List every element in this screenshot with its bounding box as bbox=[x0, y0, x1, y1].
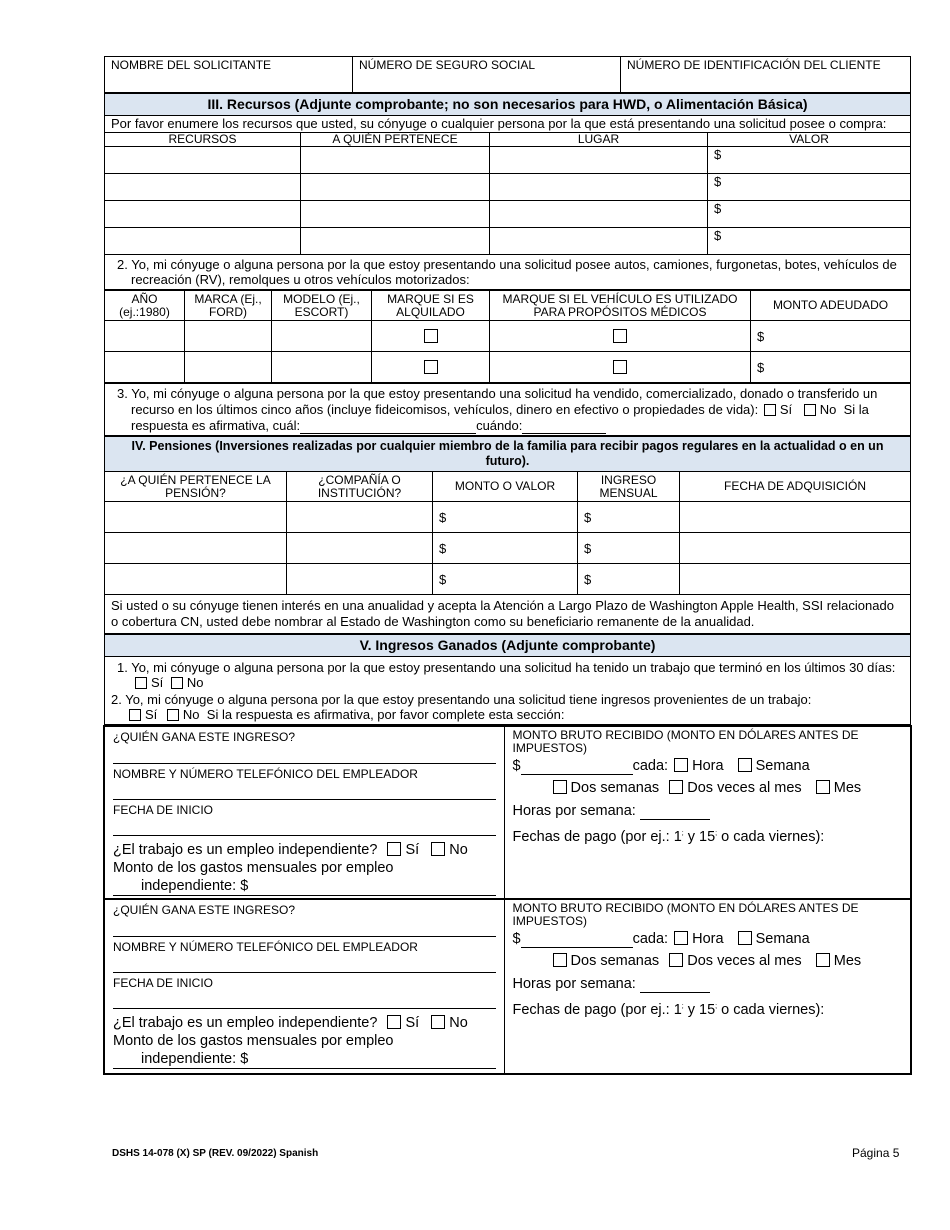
rented-checkbox[interactable] bbox=[424, 329, 438, 343]
medical-cell bbox=[490, 321, 751, 352]
owner-cell[interactable] bbox=[301, 228, 490, 255]
transfer-question-table bbox=[104, 383, 911, 436]
pay-dates-label[interactable]: Fechas de pago (por ej.: 1; y 15; o cada viernes): bbox=[512, 828, 825, 845]
income-earner-label: ¿QUIÉN GANA ESTE INGRESO? bbox=[113, 730, 296, 744]
employer-field[interactable] bbox=[113, 937, 496, 973]
col-model: MODELO (Ej., ESCORT) bbox=[272, 291, 372, 321]
gross-amount-input[interactable] bbox=[521, 759, 633, 775]
income-earner-label: ¿QUIÉN GANA ESTE INGRESO? bbox=[113, 903, 296, 917]
form-page bbox=[104, 56, 911, 1075]
pension-owner-cell[interactable] bbox=[105, 502, 287, 533]
month-label: Mes bbox=[833, 953, 862, 969]
hour-label: Hora bbox=[692, 758, 724, 774]
section-5-questions bbox=[105, 657, 911, 725]
income-block-1 bbox=[103, 725, 912, 900]
table-row bbox=[105, 352, 911, 383]
amount-cell[interactable] bbox=[433, 564, 578, 595]
table-row bbox=[105, 201, 911, 228]
job-income-text: 2. Yo, mi cónyuge o alguna persona por la que estoy presentando una solicitud tiene ingresos provenientes de un trabajo: bbox=[111, 692, 812, 707]
col-amount: MONTO O VALOR bbox=[433, 472, 578, 502]
which-input[interactable] bbox=[300, 420, 476, 434]
col-medical: MARQUE SI EL VEHÍCULO ES UTILIZADO PARA PROPÓSITOS MÉDICOS bbox=[490, 291, 751, 321]
start-date-label: FECHA DE INICIO bbox=[113, 976, 214, 990]
owed-cell[interactable] bbox=[751, 321, 911, 352]
value-cell[interactable] bbox=[708, 201, 911, 228]
applicant-name-label: NOMBRE DEL SOLICITANTE bbox=[111, 58, 272, 72]
job-ended-text: 1. Yo, mi cónyuge o alguna persona por la que estoy presentando una solicitud ha tenido un trabajo que terminó en los últimos 30 días: bbox=[117, 660, 896, 675]
vehicles-question: 2. Yo, mi cónyuge o alguna persona por la que estoy presentando una solicitud posee autos, camiones, furgonetas, botes, vehículos de recreación (RV), remolques u otros vehículos motorizados: bbox=[105, 255, 911, 290]
rented-checkbox[interactable] bbox=[424, 360, 438, 374]
acquired-date-cell[interactable] bbox=[680, 533, 911, 564]
when-label: cuándo: bbox=[476, 418, 523, 433]
dollar-sign: $ bbox=[584, 509, 592, 525]
value-cell[interactable] bbox=[708, 174, 911, 201]
col-make: MARCA (Ej., FORD) bbox=[185, 291, 272, 321]
dollar-sign: $ bbox=[512, 758, 521, 774]
client-id-label: NÚMERO DE IDENTIFICACIÓN DEL CLIENTE bbox=[627, 58, 881, 72]
resource-cell[interactable] bbox=[105, 174, 301, 201]
vehicles-table bbox=[104, 290, 911, 383]
section-3-intro: Por favor enumere los recursos que usted, su cónyuge o cualquier persona por la que está presentando una solicitud posee o compra: bbox=[105, 116, 911, 133]
dollar-sign: $ bbox=[714, 228, 722, 243]
pay-dates-label[interactable]: Fechas de pago (por ej.: 1; y 15; o cada viernes): bbox=[512, 1001, 825, 1018]
two-weeks-label: Dos semanas bbox=[570, 780, 660, 796]
institution-cell[interactable] bbox=[287, 502, 433, 533]
annuity-note: Si usted o su cónyuge tienen interés en una anualidad y acepta la Atención a Largo Plazo de Washington Apple Health, SSI relacionado o cobertura CN, usted debe nombrar al Estado de Washington como su beneficiario remanente de la anualidad. bbox=[105, 595, 911, 634]
institution-cell[interactable] bbox=[287, 533, 433, 564]
table-row bbox=[105, 321, 911, 352]
two-weeks-checkbox[interactable] bbox=[553, 780, 567, 794]
expenses-input[interactable] bbox=[248, 882, 488, 895]
self-employed-label: ¿El trabajo es un empleo independiente? bbox=[113, 1015, 378, 1031]
section-5-earned-income bbox=[104, 634, 911, 725]
hours-week-input[interactable] bbox=[640, 804, 710, 820]
institution-cell[interactable] bbox=[287, 564, 433, 595]
section-4-pensions bbox=[104, 436, 911, 634]
two-weeks-checkbox[interactable] bbox=[553, 953, 567, 967]
table-row bbox=[105, 147, 911, 174]
resource-cell[interactable] bbox=[105, 147, 301, 174]
header-fields-table bbox=[104, 56, 911, 93]
gross-amount-row bbox=[513, 757, 903, 775]
col-pension-owner: ¿A QUIÉN PERTENECE LA PENSIÓN? bbox=[105, 472, 287, 502]
section-4-subtitle: (Inversiones realizadas por cualquier miembro de la familia para recibir pagos regulares en la actualidad o en un futuro). bbox=[215, 439, 884, 468]
monthly-income-cell[interactable] bbox=[578, 502, 680, 533]
income-earner-field[interactable] bbox=[113, 900, 496, 937]
self-employed-no-checkbox[interactable] bbox=[431, 1015, 445, 1029]
income-earner-field[interactable] bbox=[113, 727, 496, 764]
col-resources: RECURSOS bbox=[105, 133, 301, 147]
self-employed-question bbox=[113, 1014, 496, 1032]
col-institution: ¿COMPAÑÍA O INSTITUCIÓN? bbox=[287, 472, 433, 502]
col-monthly-income: INGRESO MENSUAL bbox=[578, 472, 680, 502]
owed-cell[interactable] bbox=[751, 352, 911, 383]
start-date-field[interactable] bbox=[113, 800, 496, 836]
col-location: LUGAR bbox=[490, 133, 708, 147]
yes-label: Sí bbox=[405, 842, 420, 858]
owner-cell[interactable] bbox=[301, 174, 490, 201]
section-5-title: V. Ingresos Ganados (Adjunte comprobante) bbox=[105, 635, 911, 657]
gross-amount-input[interactable] bbox=[521, 932, 633, 948]
employer-label: NOMBRE Y NÚMERO TELEFÓNICO DEL EMPLEADOR bbox=[113, 767, 418, 781]
no-label: No bbox=[186, 675, 204, 690]
transfer-yes-checkbox[interactable] bbox=[764, 404, 776, 416]
gross-label: MONTO BRUTO RECIBIDO (MONTO EN DÓLARES ANTES DE IMPUESTOS) bbox=[512, 728, 859, 755]
section-4-title: IV. Pensiones bbox=[131, 439, 212, 453]
rented-cell bbox=[372, 321, 490, 352]
twice-month-checkbox[interactable] bbox=[669, 780, 683, 794]
table-row bbox=[105, 533, 911, 564]
hours-week-row bbox=[513, 802, 903, 820]
hours-week-label: Horas por semana: bbox=[512, 976, 636, 992]
week-checkbox[interactable] bbox=[738, 931, 752, 945]
yes-label: Sí bbox=[405, 1015, 420, 1031]
transfer-question-text: 3. Yo, mi cónyuge o alguna persona por la que estoy presentando una solicitud ha vendido, comercializado, donado o transferido un recurso en los últimos cinco años (incluye fideicomisos, vehículos, dinero en efectivo o propiedades de vida): bbox=[117, 386, 878, 417]
twice-month-checkbox[interactable] bbox=[669, 953, 683, 967]
start-date-label: FECHA DE INICIO bbox=[113, 803, 214, 817]
hours-week-row bbox=[513, 975, 903, 993]
location-cell[interactable] bbox=[490, 147, 708, 174]
week-label: Semana bbox=[755, 758, 810, 774]
job-income-question bbox=[111, 692, 904, 722]
transfer-question bbox=[105, 384, 911, 436]
income-left-column bbox=[104, 726, 504, 899]
expenses-row bbox=[113, 1050, 496, 1069]
table-row bbox=[105, 228, 911, 255]
applicant-name-field[interactable] bbox=[105, 57, 353, 93]
dollar-sign: $ bbox=[512, 931, 521, 947]
income-left-column bbox=[104, 900, 504, 1074]
owner-cell[interactable] bbox=[301, 147, 490, 174]
each-label: cada: bbox=[632, 931, 669, 947]
ssn-label: NÚMERO DE SEGURO SOCIAL bbox=[359, 58, 536, 72]
dollar-sign: $ bbox=[714, 147, 722, 162]
col-rented: MARQUE SI ES ALQUILADO bbox=[372, 291, 490, 321]
monthly-income-cell[interactable] bbox=[578, 564, 680, 595]
no-label: No bbox=[449, 842, 468, 858]
expenses-label: Monto de los gastos mensuales por empleo bbox=[113, 860, 394, 876]
medical-checkbox[interactable] bbox=[613, 360, 627, 374]
pension-owner-cell[interactable] bbox=[105, 564, 287, 595]
col-owner: A QUIÉN PERTENECE bbox=[301, 133, 490, 147]
job-ended-no-checkbox[interactable] bbox=[171, 677, 183, 689]
no-label: No bbox=[449, 1015, 468, 1031]
medical-cell bbox=[490, 352, 751, 383]
hour-checkbox[interactable] bbox=[674, 758, 688, 772]
client-id-field[interactable] bbox=[621, 57, 911, 93]
section-3-title: III. Recursos (Adjunte comprobante; no son necesarios para HWD, o Alimentación Básica) bbox=[105, 94, 911, 116]
yes-label: Sí bbox=[145, 707, 158, 722]
week-checkbox[interactable] bbox=[738, 758, 752, 772]
dollar-sign: $ bbox=[240, 1051, 249, 1067]
year-cell[interactable] bbox=[105, 352, 185, 383]
amount-cell[interactable] bbox=[433, 533, 578, 564]
make-cell[interactable] bbox=[185, 352, 272, 383]
income-right-column bbox=[504, 726, 911, 899]
resource-cell[interactable] bbox=[105, 201, 301, 228]
self-employed-question bbox=[113, 841, 496, 859]
hour-label: Hora bbox=[692, 931, 724, 947]
twice-month-label: Dos veces al mes bbox=[687, 780, 802, 796]
owner-cell[interactable] bbox=[301, 201, 490, 228]
dollar-sign: $ bbox=[757, 359, 765, 375]
expenses-input[interactable] bbox=[248, 1055, 488, 1068]
dollar-sign: $ bbox=[240, 878, 249, 894]
page-number: Página 5 bbox=[852, 1146, 900, 1160]
income-right-column bbox=[504, 900, 911, 1074]
yes-label: Sí bbox=[779, 402, 793, 417]
ssn-field[interactable] bbox=[353, 57, 621, 93]
each-label: cada: bbox=[632, 758, 669, 774]
no-label: No bbox=[819, 402, 837, 417]
independent-label: independiente: bbox=[141, 878, 237, 894]
job-income-no-checkbox[interactable] bbox=[167, 709, 179, 721]
location-cell[interactable] bbox=[490, 174, 708, 201]
dollar-sign: $ bbox=[584, 540, 592, 556]
job-ended-yes-checkbox[interactable] bbox=[135, 677, 147, 689]
hours-week-input[interactable] bbox=[640, 977, 710, 993]
yes-label: Sí bbox=[151, 675, 164, 690]
table-row bbox=[105, 564, 911, 595]
employer-field[interactable] bbox=[113, 764, 496, 800]
frequency-row bbox=[513, 952, 903, 970]
col-value: VALOR bbox=[708, 133, 911, 147]
section-4-header bbox=[105, 437, 911, 472]
self-employed-yes-checkbox[interactable] bbox=[387, 1015, 401, 1029]
job-income-note: Si la respuesta es afirmativa, por favor complete esta sección: bbox=[206, 707, 565, 722]
pension-owner-cell[interactable] bbox=[105, 533, 287, 564]
dollar-sign: $ bbox=[714, 174, 722, 189]
monthly-income-cell[interactable] bbox=[578, 533, 680, 564]
no-label: No bbox=[182, 707, 200, 722]
month-checkbox[interactable] bbox=[816, 953, 830, 967]
amount-cell[interactable] bbox=[433, 502, 578, 533]
job-income-yes-checkbox[interactable] bbox=[129, 709, 141, 721]
value-cell[interactable] bbox=[708, 147, 911, 174]
rented-cell bbox=[372, 352, 490, 383]
income-block-2 bbox=[103, 900, 912, 1075]
self-employed-yes-checkbox[interactable] bbox=[387, 842, 401, 856]
location-cell[interactable] bbox=[490, 228, 708, 255]
self-employed-label: ¿El trabajo es un empleo independiente? bbox=[113, 842, 378, 858]
twice-month-label: Dos veces al mes bbox=[687, 953, 802, 969]
self-employed-no-checkbox[interactable] bbox=[431, 842, 445, 856]
dollar-sign: $ bbox=[439, 540, 447, 556]
model-cell[interactable] bbox=[272, 352, 372, 383]
model-cell[interactable] bbox=[272, 321, 372, 352]
resource-cell[interactable] bbox=[105, 228, 301, 255]
week-label: Semana bbox=[755, 931, 810, 947]
gross-amount-row bbox=[513, 930, 903, 948]
dollar-sign: $ bbox=[584, 571, 592, 587]
employer-label: NOMBRE Y NÚMERO TELEFÓNICO DEL EMPLEADOR bbox=[113, 940, 418, 954]
value-cell[interactable] bbox=[708, 228, 911, 255]
col-year: AÑO (ej.:1980) bbox=[105, 291, 185, 321]
dollar-sign: $ bbox=[714, 201, 722, 216]
two-weeks-label: Dos semanas bbox=[570, 953, 660, 969]
dollar-sign: $ bbox=[439, 571, 447, 587]
month-label: Mes bbox=[833, 780, 862, 796]
job-ended-question bbox=[111, 660, 904, 690]
section-3-resources bbox=[104, 93, 911, 290]
col-acquired-date: FECHA DE ADQUISICIÓN bbox=[680, 472, 911, 502]
form-id: DSHS 14-078 (X) SP (REV. 09/2022) Spanish bbox=[112, 1148, 319, 1159]
location-cell[interactable] bbox=[490, 201, 708, 228]
gross-label: MONTO BRUTO RECIBIDO (MONTO EN DÓLARES ANTES DE IMPUESTOS) bbox=[512, 901, 859, 928]
hour-checkbox[interactable] bbox=[674, 931, 688, 945]
table-row bbox=[105, 174, 911, 201]
table-row bbox=[105, 502, 911, 533]
independent-label: independiente: bbox=[141, 1051, 237, 1067]
start-date-field[interactable] bbox=[113, 973, 496, 1009]
frequency-row bbox=[513, 779, 903, 797]
make-cell[interactable] bbox=[185, 321, 272, 352]
which-label: Si la respuesta es afirmativa, cuál: bbox=[131, 402, 869, 433]
expenses-row bbox=[113, 877, 496, 896]
month-checkbox[interactable] bbox=[816, 780, 830, 794]
year-cell[interactable] bbox=[105, 321, 185, 352]
acquired-date-cell[interactable] bbox=[680, 564, 911, 595]
acquired-date-cell[interactable] bbox=[680, 502, 911, 533]
dollar-sign: $ bbox=[757, 328, 765, 344]
dollar-sign: $ bbox=[439, 509, 447, 525]
hours-week-label: Horas por semana: bbox=[512, 803, 636, 819]
expenses-label: Monto de los gastos mensuales por empleo bbox=[113, 1033, 394, 1049]
transfer-no-checkbox[interactable] bbox=[804, 404, 816, 416]
when-input[interactable] bbox=[522, 420, 606, 434]
col-owed: MONTO ADEUDADO bbox=[751, 291, 911, 321]
medical-checkbox[interactable] bbox=[613, 329, 627, 343]
